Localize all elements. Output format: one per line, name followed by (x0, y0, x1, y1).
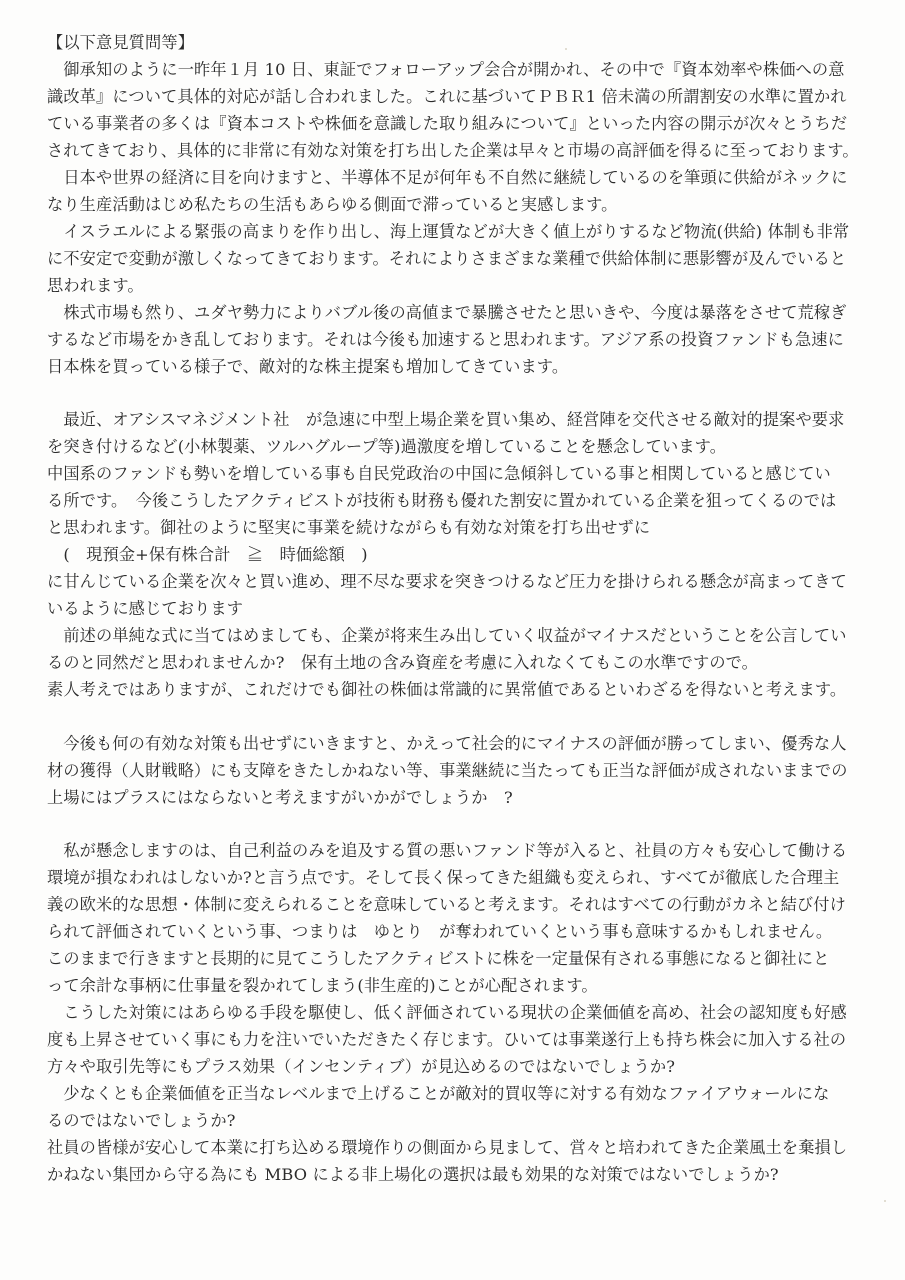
text-line: 中国系のファンドも勢いを増している事も自民党政治の中国に急傾斜している事と相関していると感じてい (47, 464, 831, 483)
text-line: 株式市場も然り、ユダヤ勢力によりバブル後の高値まで暴騰させたと思いきや、今度は暴落をさせて荒稼ぎ (47, 303, 847, 322)
text-line: るのと同然だと思われませんか? 保有土地の含み資産を考慮に入れなくてもこの水準ですので。 (47, 653, 759, 672)
scan-speck (884, 1200, 886, 1202)
text-line: 素人考えではありますが、これだけでも御社の株価は常識的に異常値であるといわざるを得ないと考えます。 (47, 680, 847, 699)
text-line: 材の獲得（人財戦略）にも支障をきたしかねない等、事業継続に当たっても正当な評価が成されないままでの (47, 761, 848, 780)
text-line: 義の欧米的な思想・体制に変えられることを意味していると考えます。それはすべての行動がカネと結び付け (47, 895, 846, 914)
text-line: って余計な事柄に仕事量を裂かれてしまう(非生産的)ことが心配されます。 (47, 976, 598, 995)
text-line: るのではないでしょうか? (47, 1111, 236, 1130)
text-line: られて評価されていくという事、つまりは ゆとり が奪われていくという事も意味するかもしれません。 (47, 922, 833, 941)
text-line: 環境が損なわれはしないか?と言う点です。そして長く保ってきた組織も変えられ、すべてが徹底した合理主 (47, 868, 840, 887)
text-line: 方々や取引先等にもプラス効果（インセンティブ）が見込めるのではないでしょうか? (47, 1057, 676, 1076)
text-line: 思われます。 (47, 276, 144, 295)
text-line: されてきており、具体的に非常に有効な対策を打ち出した企業は早々と市場の高評価を得るに至っております。 (47, 141, 859, 160)
text-line: いるように感じております (47, 599, 244, 618)
text-line: 私が懸念しますのは、自己利益のみを追及する質の悪いファンド等が入ると、社員の方々も安心して働ける (47, 841, 848, 860)
text-line: 上場にはプラスにはならないと考えますがいかがでしょうか ? (47, 788, 513, 807)
text-line: 日本株を買っている様子で、敵対的な株主提案も増加してきています。 (47, 357, 569, 376)
text-line: ている事業者の多くは『資本コストや株価を意識した取り組みについて』といった内容の開示が次々とうちだ (47, 114, 848, 133)
text-line: イスラエルによる緊張の高まりを作り出し、海上運賃などが大きく値上がりするなど物流(供給) 体制も非常 (47, 222, 850, 241)
text-line: するなど市場をかき乱しております。それは今後も加速すると思われます。アジア系の投資ファンドも急速に (47, 330, 844, 349)
text-line: 前述の単純な式に当てはめましても、企業が将来生み出していく収益がマイナスだということを公言してい (47, 626, 847, 645)
text-line: このままで行きますと長期的に見てこうしたアクティビストに株を一定量保有される事態になると御社にと (47, 949, 830, 968)
section-heading: 【以下意見質問等】 (47, 33, 195, 52)
text-line: 御承知のように一昨年１月 10 日、東証でフォローアップ会合が開かれ、その中で『資本効率や株価への意 (47, 60, 845, 79)
text-line: と思われます。御社のように堅実に事業を続けながらも有効な対策を打ち出せずに (47, 518, 651, 537)
text-line: 最近、オアシスマネジメント社 が急速に中型上場企業を買い集め、経営陣を交代させる敵対的提案や要求 (47, 410, 845, 429)
text-line: かねない集団から守る為にも MBO による非上場化の選択は最も効果的な対策ではないでしょうか? (47, 1165, 779, 1184)
text-line: を突き付けるなど(小林製薬、ツルハグループ等)過激度を増していることを懸念しています。 (47, 437, 727, 456)
text-line: 今後も何の有効な対策も出せずにいきますと、かえって社会的にマイナスの評価が勝ってしまい、優秀な人 (47, 734, 847, 753)
text-line: ( 現預金+保有株合計 ≧ 時価総額 ) (47, 545, 368, 564)
scan-speck (565, 48, 567, 50)
text-line: に甘んじている企業を次々と買い進め、理不尽な要求を突きつけるなど圧力を掛けられる懸念が高まってきて (47, 572, 847, 591)
text-line: に不安定で変動が激しくなってきております。それによりさまざまな業種で供給体制に悪影響が及んでいると (47, 249, 847, 268)
text-line: こうした対策にはあらゆる手段を駆使し、低く評価されている現状の企業価値を高め、社会の認知度も好感 (47, 1003, 847, 1022)
text-line: 日本や世界の経済に目を向けますと、半導体不足が何年も不自然に継続しているのを筆頭に供給がネックに (47, 168, 848, 187)
text-line: 少なくとも企業価値を正当なレベルまで上げることが敵対的買収等に対する有効なファイアウォールにな (47, 1084, 830, 1103)
text-line: なり生産活動はじめ私たちの生活もあらゆる側面で滞っていると実感します。 (47, 195, 618, 214)
text-line: 識改革』について具体的対応が話し合われました。これに基づいてＰＢＲ1 倍未満の所謂割安の水準に置かれ (47, 87, 847, 106)
text-line: 社員の皆様が安心して本業に打ち込める環境作りの側面から見まして、営々と培われてきた企業風土を棄損し (47, 1138, 848, 1157)
text-line: 度も上昇させていく事にも力を注いでいただきたく存じます。ひいては事業遂行上も持ち株会に加入する社の (47, 1030, 847, 1049)
text-line: る所です。 今後こうしたアクティビストが技術も財務も優れた割安に置かれている企業を狙ってくるのでは (47, 491, 837, 510)
